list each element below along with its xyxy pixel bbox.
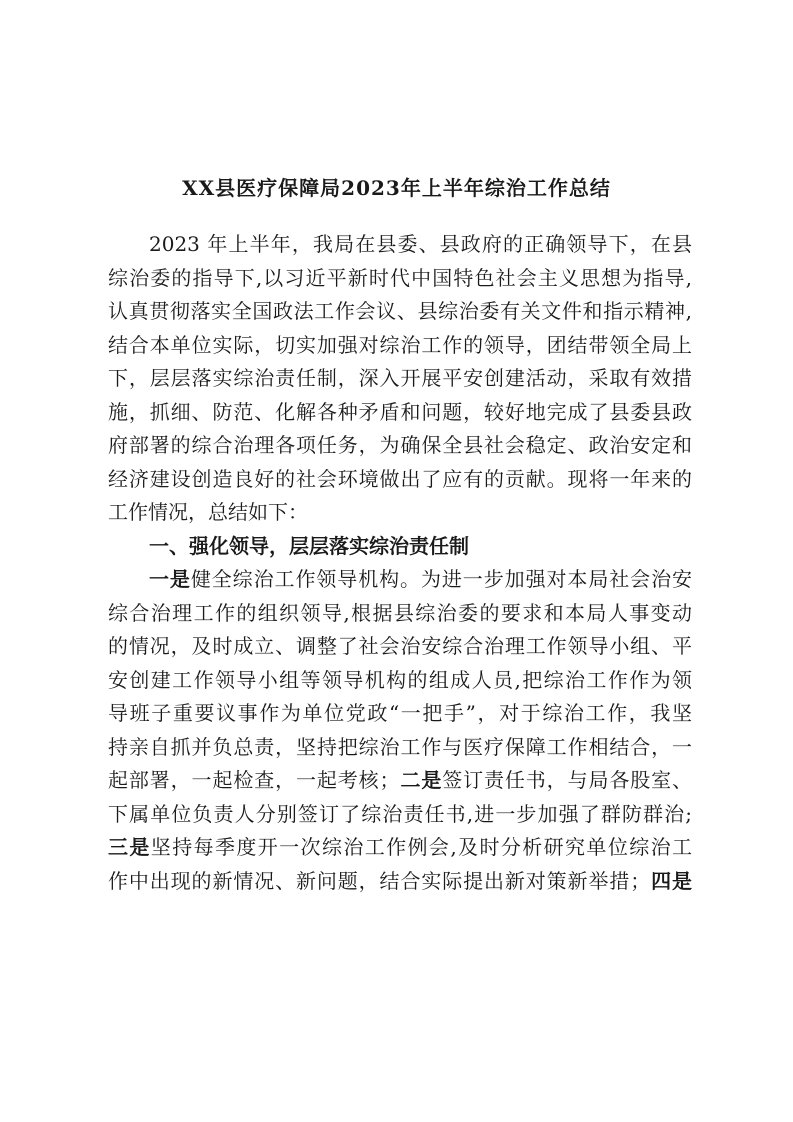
paragraph-line: 结合本单位实际，切实加强对综治工作的领导，团结带领全局上 bbox=[108, 332, 692, 357]
paragraph-line bbox=[108, 563, 692, 597]
paragraph-line: 综合治理工作的组织领导,根据县综治委的要求和本局人事变动 bbox=[108, 600, 692, 625]
paragraph-line: 工作情况，总结如下： bbox=[108, 500, 308, 524]
item-marker: 三是 bbox=[108, 835, 151, 859]
paragraph-line bbox=[108, 764, 692, 798]
paragraph-line: 经济建设创造良好的社会环境做出了应有的贡献。现将一年来的 bbox=[108, 466, 692, 491]
paragraph-line: 下，层层落实综治责任制，深入开展平安创建活动，采取有效措 bbox=[108, 366, 692, 390]
paragraph-text: 作中出现的新情况、新问题，结合实际提出新对策新举措； bbox=[108, 868, 651, 893]
item-marker: 二是 bbox=[399, 768, 443, 792]
paragraph-line: 综治委的指导下,以习近平新时代中国特色社会主义思想为指导, bbox=[108, 265, 692, 290]
paragraph-line: 安创建工作领导小组等领导机构的组成人员,把综治工作作为领 bbox=[108, 667, 692, 692]
paragraph-line: 的情况，及时成立、调整了社会治安综合治理工作领导小组、平 bbox=[108, 634, 692, 658]
paragraph-line: 持亲自抓并负总责，坚持把综治工作与医疗保障工作相结合，一 bbox=[108, 734, 692, 759]
paragraph-line bbox=[108, 865, 692, 899]
item-marker: 四是 bbox=[650, 868, 693, 893]
paragraph-text: 签订责任书，与局各股室、 bbox=[442, 768, 693, 792]
paragraph-line: 导班子重要议事作为单位党政“一把手”，对于综治工作，我坚 bbox=[108, 701, 692, 725]
paragraph-line: 施，抓细、防范、化解各种矛盾和问题，较好地完成了县委县政 bbox=[108, 399, 692, 424]
paragraph-line: 下属单位负责人分别签订了综治责任书,进一步加强了群防群治; bbox=[108, 801, 692, 826]
paragraph-text: 坚持每季度开一次综治工作例会,及时分析研究单位综治工 bbox=[150, 835, 693, 859]
section-heading: 一、强化领导，层层落实综治责任制 bbox=[149, 533, 469, 558]
paragraph-text: 健全综治工作领导机构。为进一步加强对本局社会治安 bbox=[190, 567, 693, 591]
paragraph-line: 2023 年上半年，我局在县委、县政府的正确领导下，在县 bbox=[149, 232, 692, 256]
paragraph-line: 府部署的综合治理各项任务，为确保全县社会稳定、政治安定和 bbox=[108, 433, 692, 457]
document-title: XX县医疗保障局2023年上半年综治工作总结 bbox=[182, 176, 611, 200]
paragraph-line: 认真贯彻落实全国政法工作会议、县综治委有关文件和指示精神, bbox=[108, 299, 692, 323]
document-body bbox=[108, 228, 692, 898]
item-marker: 一是 bbox=[149, 567, 191, 591]
paragraph-text: 起部署，一起检查，一起考核； bbox=[108, 768, 400, 792]
paragraph-line bbox=[108, 831, 692, 865]
